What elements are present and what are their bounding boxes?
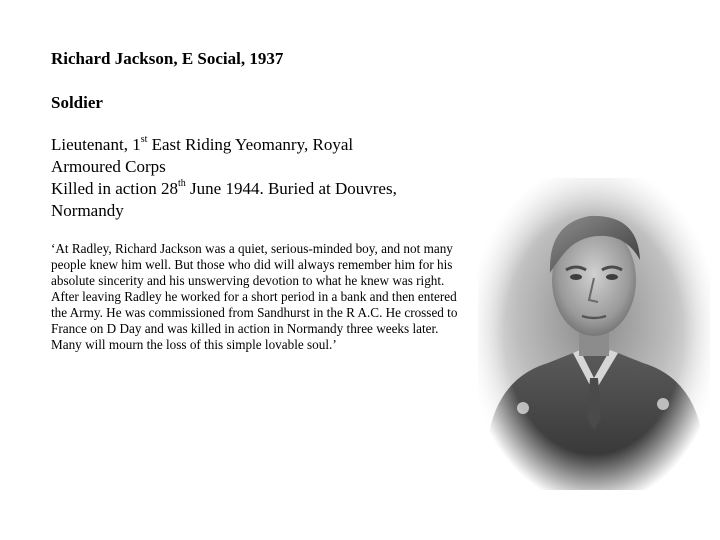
burial-place: Normandy xyxy=(51,201,124,220)
obituary-quote: ‘At Radley, Richard Jackson was a quiet, serious-minded boy, and not many people knew him well. But those who did will always remember him for his absolute sincerity and his unswerving devotion to what he knew was right. After leaving Radley he worked for a short period in a bank and then entered the Army. He was commissioned from Sandhurst in the R A.C. He crossed to France on D Day and was killed in action in Normandy three weeks later. Many will mourn the loss of this simple lovable soul.’ xyxy=(51,241,458,352)
document-title: Richard Jackson, E Social, 1937 xyxy=(51,49,284,68)
rank-prefix: Lieutenant, 1 xyxy=(51,135,141,154)
rank-rest: East Riding Yeomanry, Royal xyxy=(147,135,354,154)
portrait-photo xyxy=(478,178,710,490)
killed-rest: June 1944. Buried at Douvres, xyxy=(185,179,397,198)
rank-ordinal: st xyxy=(140,134,148,146)
killed-ordinal: th xyxy=(178,178,186,190)
document-subtitle: Soldier xyxy=(51,93,103,112)
service-details xyxy=(51,134,471,222)
unit-line: Armoured Corps xyxy=(51,157,166,176)
killed-prefix: Killed in action 28 xyxy=(51,179,179,198)
